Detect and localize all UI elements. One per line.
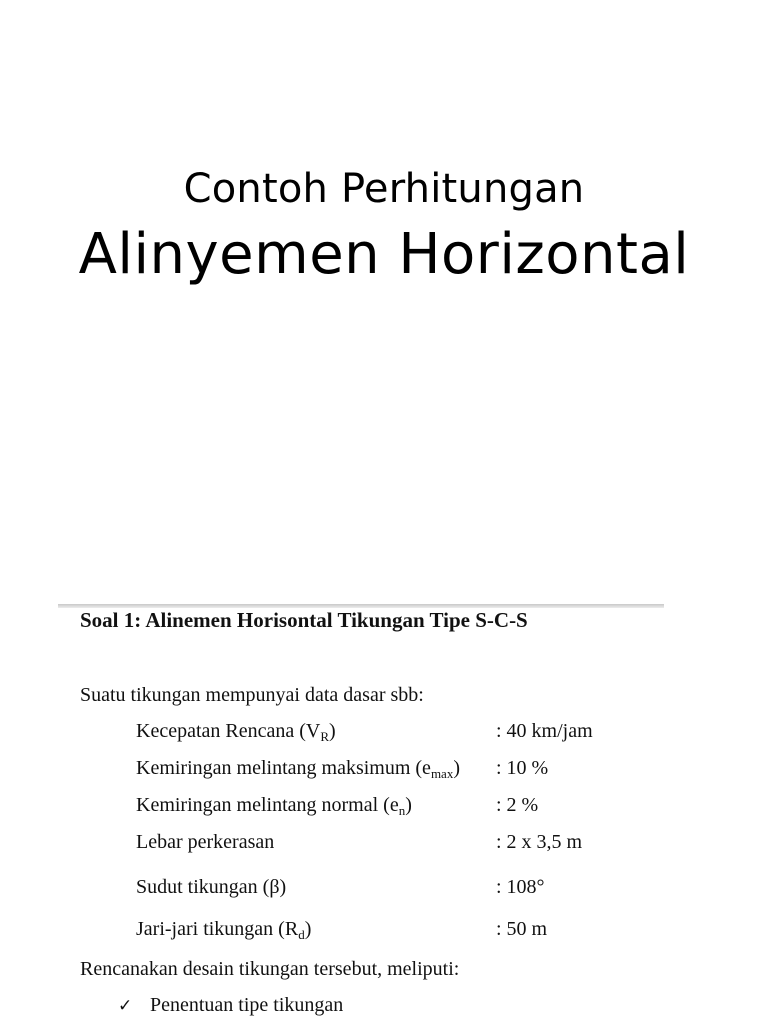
data-label: Sudut tikungan (β) [136,876,287,898]
instruction-text: Rencanakan desain tikungan tersebut, meliputi: [80,958,460,980]
problem-heading: Soal 1: Alinemen Horisontal Tikungan Tipe S-C-S [80,608,528,632]
slide-title-line-1: Contoh Perhitungan [183,166,585,212]
list-item [118,994,343,1017]
data-label: Jari-jari tikungan $(R_d)$ [136,918,312,942]
data-label: Kemiringan melintang normal $(e_n)$ [136,794,412,818]
data-row-deflection-angle [136,876,664,904]
data-row-pavement-width [136,831,664,859]
list-item-text: Penentuan tipe tikungan [150,994,344,1016]
data-value: : 40 km/jam [496,720,593,742]
data-row-normal-crossfall [136,794,664,822]
data-label: Kecepatan Rencana $(V_R)$ [136,720,336,744]
embedded-document-image [78,604,664,1024]
data-value: : 10 % [496,757,549,779]
data-value: : 50 m [496,918,548,940]
data-row-curve-radius [136,918,664,946]
data-label: Kemiringan melintang maksimum $(e_{max})$ [136,757,460,781]
data-row-design-speed [136,720,664,748]
check-icon: ✓ [118,996,133,1016]
data-value: : 108° [496,876,545,898]
slide-title-line-2: Alinyemen Horizontal [78,222,690,287]
data-value: : 2 % [496,794,539,816]
data-value: : 2 x 3,5 m [496,831,583,853]
data-row-max-superelevation [136,757,664,785]
intro-text: Suatu tikungan mempunyai data dasar sbb: [80,684,424,706]
data-label: Lebar perkerasan [136,831,275,853]
